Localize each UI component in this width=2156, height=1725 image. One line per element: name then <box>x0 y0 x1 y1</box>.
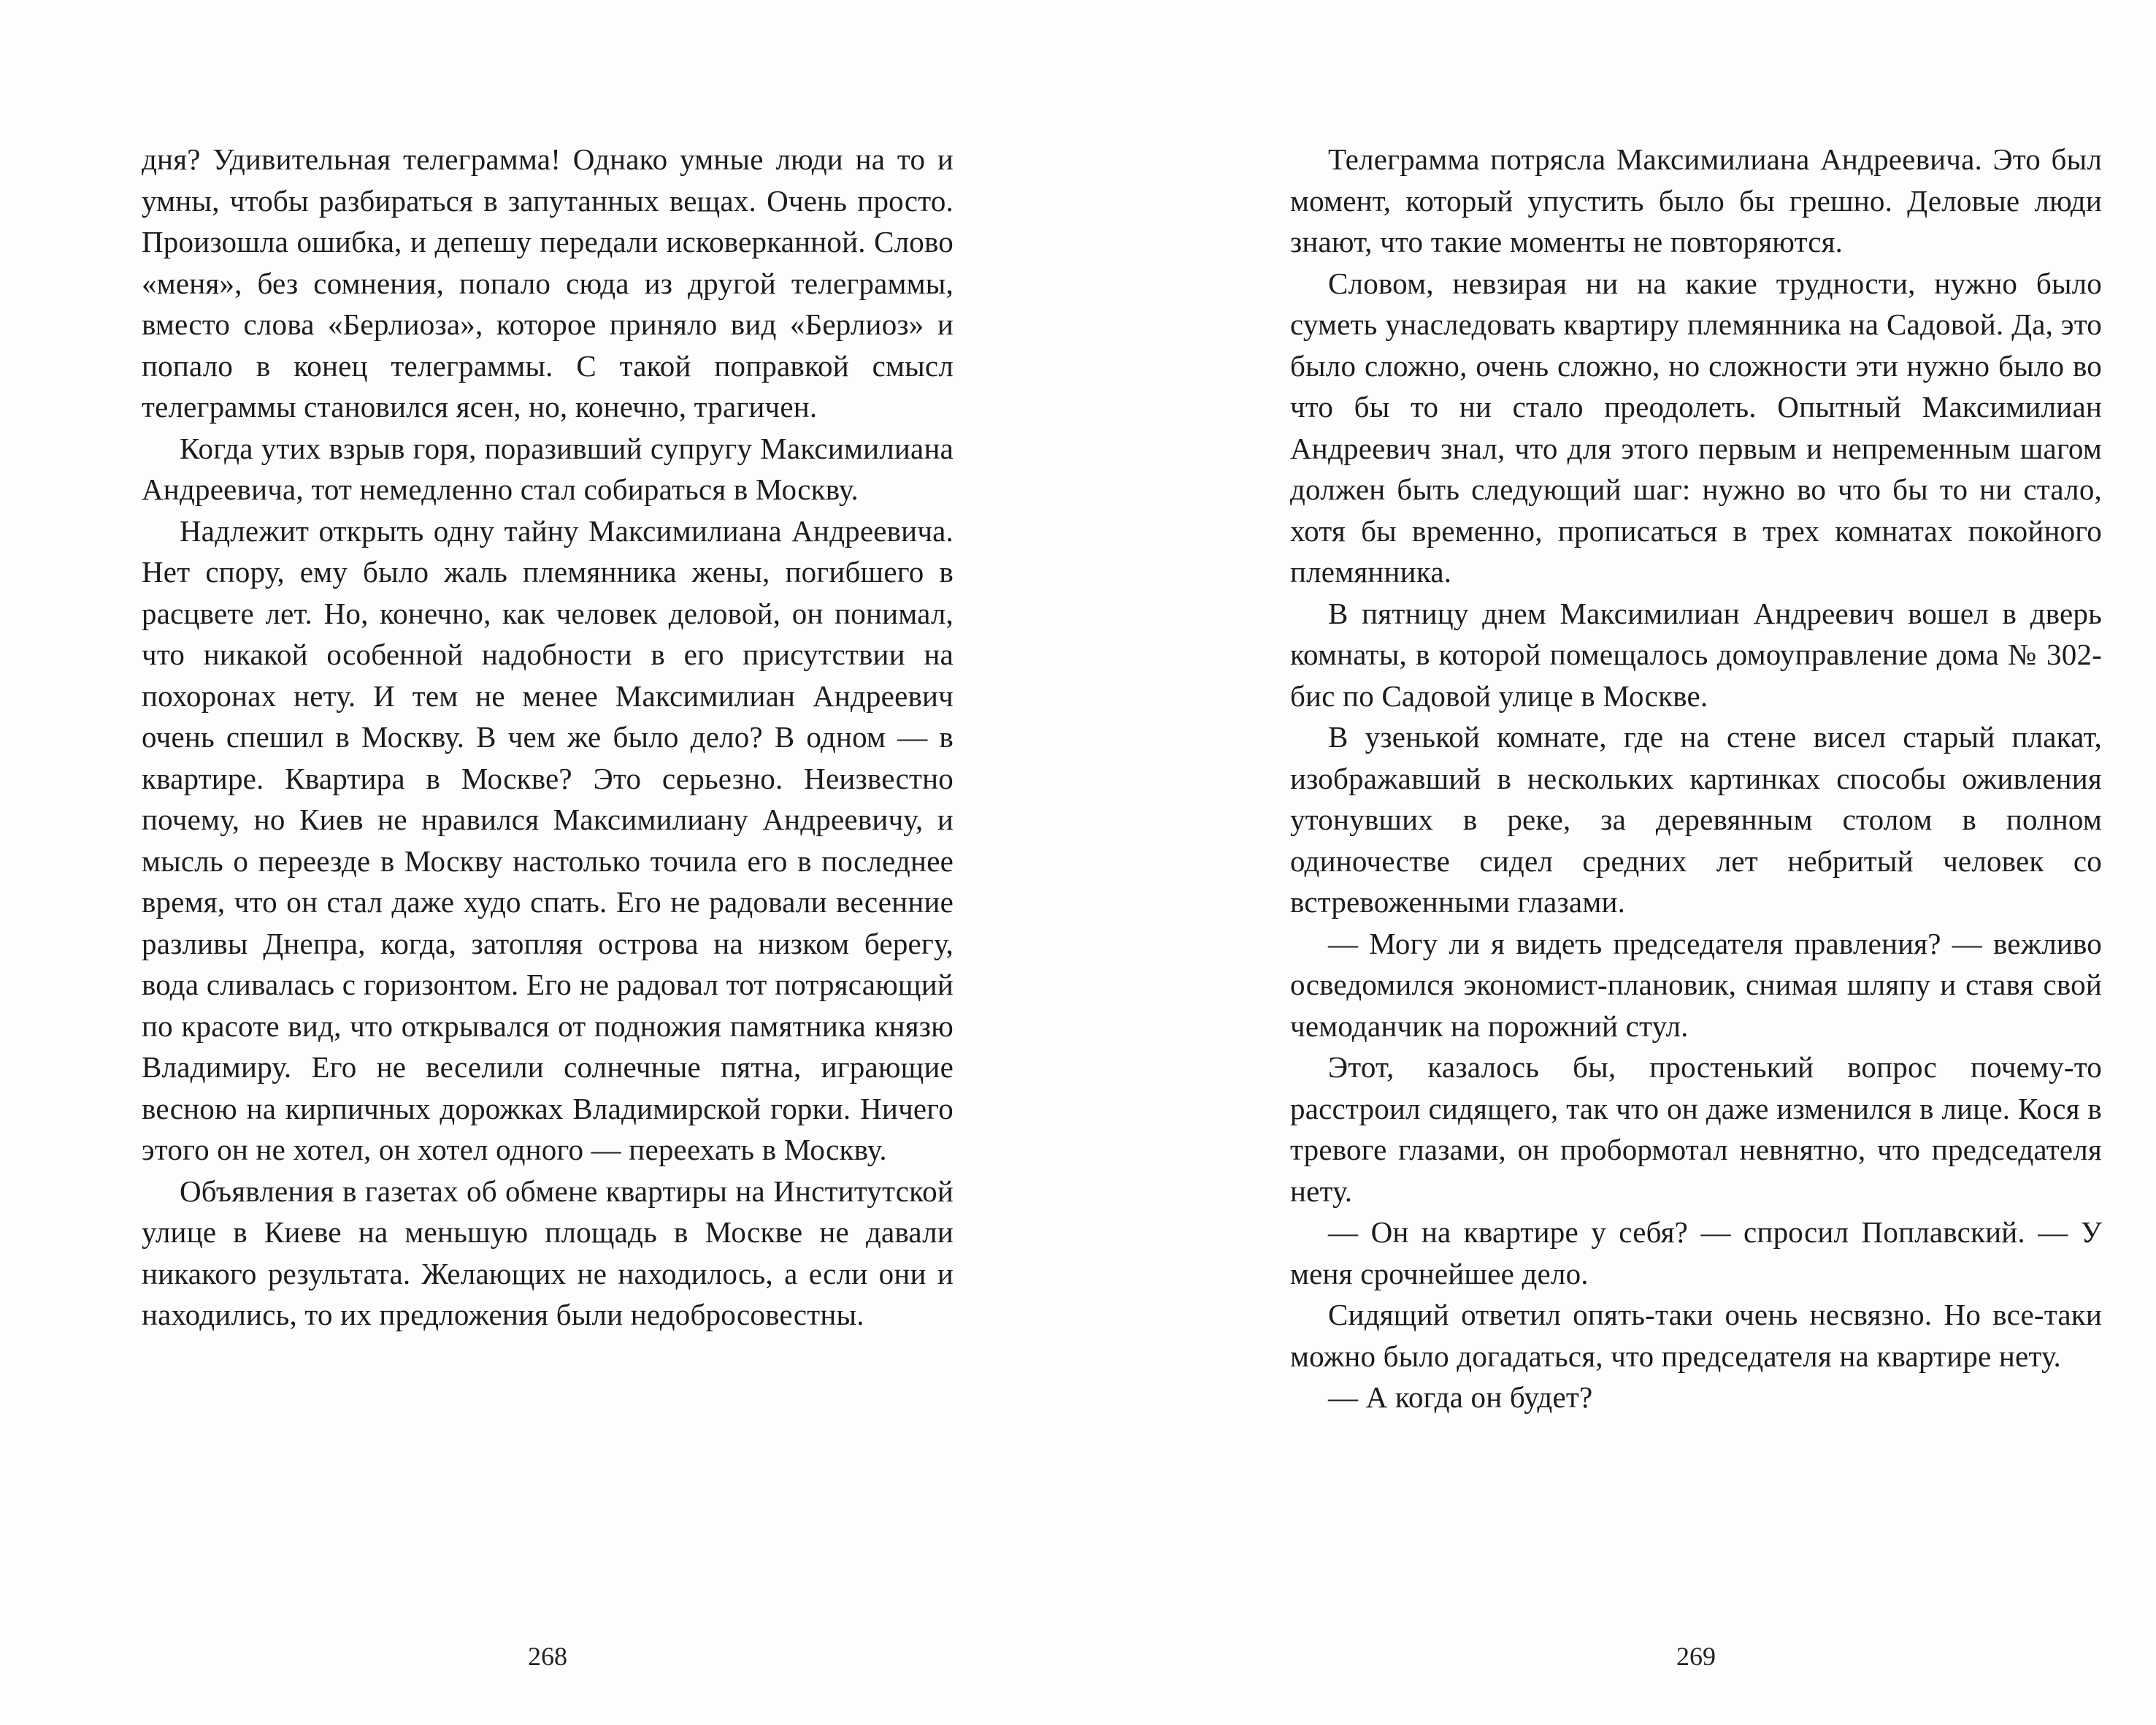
paragraph: Надлежит открыть одну тайну Максимилиана Андреевича. Нет спору, ему было жаль племянника жены, погибшего в расцвете лет. Но, конечно, как человек деловой, он понимал, что никакой особенной надобности в его присутствии на похоронах нету. И тем не менее Максимилиан Андреевич очень спешил в Москву. В чем же было дело? В одном — в квартире. Квартира в Москве? Это серьезно. Неизвестно почему, но Киев не нравился Максимилиану Андреевичу, и мысль о переезде в Москву настолько точила его в последнее время, что он стал даже худо спать. Его не радовали весенние разливы Днепра, когда, затопляя острова на низком берегу, вода сливалась с горизонтом. Его не радовал тот потрясающий по красоте вид, что открывался от подножия памятника князю Владимиру. Его не веселили солнечные пятна, играющие весною на кирпичных дорожках Владимирской горки. Ничего этого он не хотел, он хотел одного — переехать в Москву. <box>142 513 954 1166</box>
paragraph: Объявления в газетах об обмене квартиры на Институтской улице в Киеве на меньшую площадь в Москве не давали никакого результата. Желающих не находилось, а если они и находились, то их предложения были недобросовестны. <box>142 1174 954 1331</box>
page-number-right: 269 <box>1676 1642 1716 1671</box>
paragraph: В пятницу днем Максимилиан Андреевич вошел в дверь комнаты, в которой помещалось домоуправление дома № 302-бис по Садовой улице в Москве. <box>1290 596 2102 713</box>
page-number-left: 268 <box>528 1642 567 1671</box>
page-right <box>1078 0 2156 1725</box>
paragraph: Когда утих взрыв горя, поразивший супругу Максимилиана Андреевича, тот немедленно стал собираться в Москву. <box>142 431 954 506</box>
paragraph: — Он на квартире у себя? — спросил Поплавский. — У меня срочнейшее дело. <box>1290 1215 2102 1290</box>
paragraph: — А когда он будет? <box>1328 1380 1593 1414</box>
page-left-text-block <box>142 139 954 1336</box>
paragraph: Словом, невзирая ни на какие трудности, нужно было суметь унаследовать квартиру племянника на Садовой. Да, это было сложно, очень сложно, но сложности эти нужно было во что бы то ни стало преодолеть. Опытный Максимилиан Андреевич знал, что для этого первым и непременным шагом должен быть следующий шаг: нужно во что бы то ни стало, хотя бы временно, прописаться в трех комнатах покойного племянника. <box>1290 266 2102 589</box>
page-right-text-block <box>1290 139 2102 1418</box>
paragraph: Этот, казалось бы, простенький вопрос почему-то расстроил сидящего, так что он даже изменился в лице. Кося в тревоге глазами, он пробормотал невнятно, что председателя нету. <box>1290 1050 2102 1208</box>
paragraph: дня? Удивительная телеграмма! Однако умные люди на то и умны, чтобы разбираться в запутанных вещах. Очень просто. Произошла ошибка, и депешу передали исковерканной. Слово «меня», без сомнения, попало сюда из другой телеграммы, вместо слова «Берлиоза», которое приняло вид «Берлиоз» и попало в конец телеграммы. С такой поправкой смысл телеграммы становился ясен, но, конечно, трагичен. <box>142 142 954 424</box>
paragraph: В узенькой комнате, где на стене висел старый плакат, изображавший в нескольких картинках способы оживления утонувших в реке, за деревянным столом в полном одиночестве сидел средних лет небритый человек со встревоженными глазами. <box>1290 720 2102 919</box>
paragraph: Телеграмма потрясла Максимилиана Андреевича. Это был момент, который упустить было бы грешно. Деловые люди знают, что такие моменты не повторяются. <box>1290 142 2102 259</box>
paragraph: — Могу ли я видеть председателя правления? — вежливо осведомился экономист-плановик, снимая шляпу и ставя свой чемоданчик на порожний стул. <box>1290 926 2102 1043</box>
paragraph: Сидящий ответил опять-таки очень несвязно. Но все-таки можно было догадаться, что председателя на квартире нету. <box>1290 1298 2102 1373</box>
